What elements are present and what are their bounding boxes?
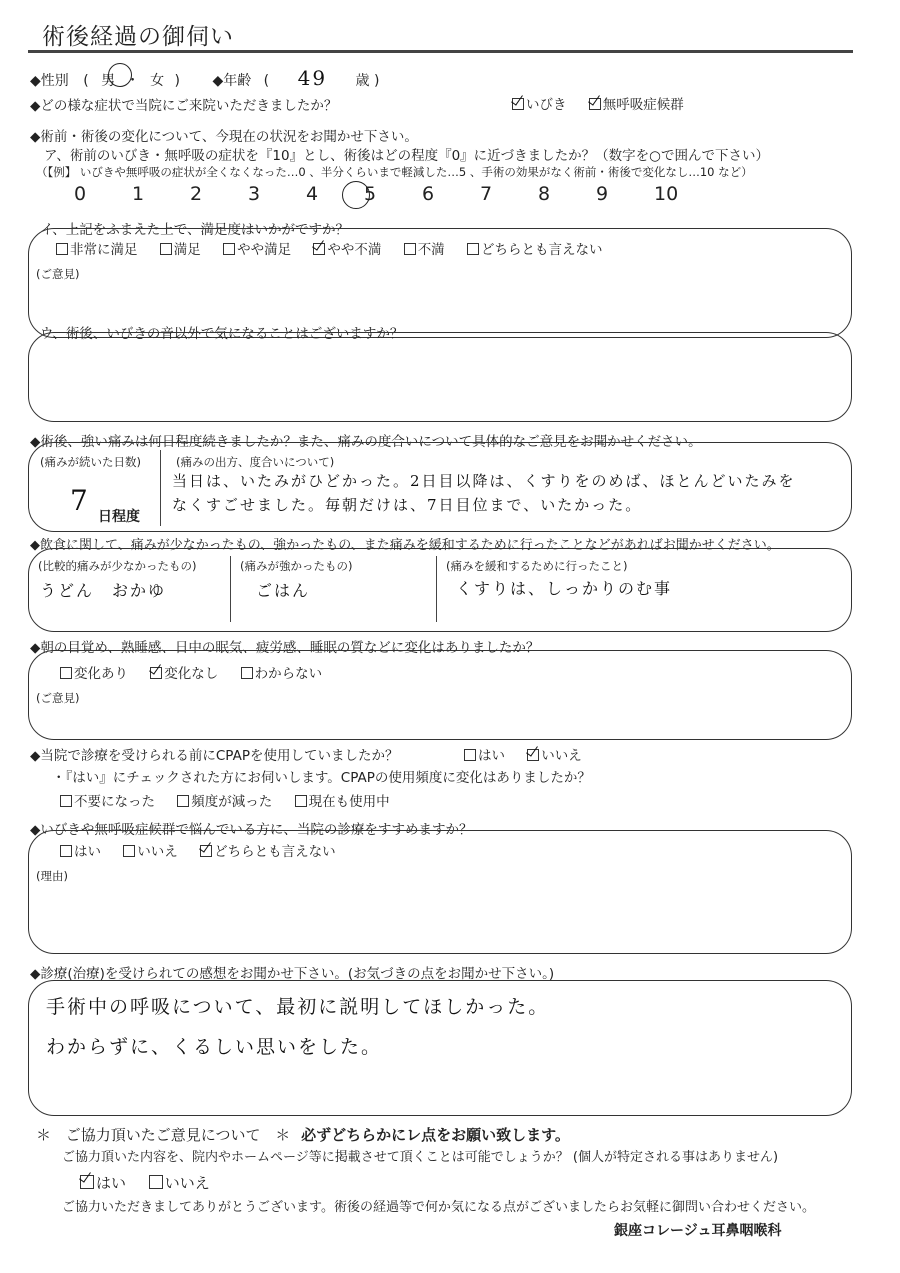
consent-yes-label: はい — [96, 1174, 127, 1192]
cpap-question: ◆当院で診療を受けられる前にCPAPを使用していましたか？ — [30, 748, 399, 764]
impression-line2[interactable]: わからずに、くるしい思いをした。 — [46, 1036, 383, 1058]
somewhat-dissatisfied-label: やや不満 — [327, 242, 382, 258]
sleep-changed-label: 変化あり — [74, 666, 128, 682]
consent-bold: 必ずどちらかにレ点をお願い致します。 — [301, 1126, 570, 1144]
scale-8[interactable]: 8 — [538, 183, 551, 205]
scale-6[interactable]: 6 — [422, 183, 435, 205]
change-example: （【例】 いびきや無呼吸の症状が全くなくなった…0 、半分くらいまで軽減した…5 、手術の効果がなく術前・術後で変化なし…10 など） — [36, 165, 753, 179]
dissatisfied-label: 不満 — [417, 242, 445, 258]
severity-scale — [74, 183, 712, 205]
consent-question: ご協力頂いた内容を、院内やホームページ等に掲載させて頂くことは可能でしょうか？ (個人が特定される事はありません) — [62, 1150, 779, 1165]
thanks-text: ご協力いただきましてありがとうございます。術後の経過等で何か気になる点がございましたらお気軽に御問い合わせください。 — [62, 1200, 815, 1215]
satisfaction-opinion-label: (ご意見) — [36, 267, 80, 281]
concern-question: ウ、術後、いびきの音以外で気になることはございますか？ — [40, 326, 404, 342]
age-unit: 歳 ) — [355, 73, 380, 89]
pain-days-value[interactable]: 7 — [70, 484, 90, 517]
cpap-yes-label: はい — [478, 748, 505, 764]
pain-days-unit: 日程度 — [98, 509, 140, 525]
recommend-no-checkbox[interactable] — [123, 845, 135, 857]
neither-label: どちらとも言えない — [480, 242, 603, 258]
food-strong-label: (痛みが強かったもの) — [240, 559, 353, 573]
snoring-checkbox[interactable] — [512, 98, 524, 110]
sleep-unchanged-label: 変化なし — [164, 666, 219, 682]
sleep-opinion-label: (ご意見) — [36, 691, 80, 705]
apnea-checkbox[interactable] — [589, 98, 601, 110]
consent-title-row — [36, 1124, 570, 1145]
scale-2[interactable]: 2 — [190, 183, 203, 205]
scale-3[interactable]: 3 — [248, 183, 261, 205]
change-heading: ◆術前・術後の変化について、今現在の状況をお聞かせ下さい。 — [30, 129, 418, 145]
food-question: ◆飲食に関して、痛みが少なかったもの、強かったもの、また痛みを緩和するために行ったことなどがあればお聞かせください。 — [30, 538, 780, 553]
title-underline — [28, 50, 853, 53]
cpap-yes-checkbox[interactable] — [464, 749, 476, 761]
page-title: 術後経過の御伺い — [42, 24, 234, 50]
somewhat-dissatisfied-checkbox[interactable] — [313, 243, 325, 255]
sex-female[interactable]: 女 — [150, 73, 165, 89]
pain-divider — [160, 450, 161, 526]
recommend-neither-label: どちらとも言えない — [214, 844, 336, 860]
recommend-options — [60, 840, 354, 860]
pain-degree-label: (痛みの出方、度合いについて) — [176, 455, 335, 469]
concern-box[interactable] — [28, 332, 852, 422]
change-question-a: ア、術前のいびき・無呼吸の症状を『10』とし、術後はどの程度『0』に近づきましたか？（数字を○で囲んで下さい） — [44, 148, 769, 164]
sex-row — [30, 66, 379, 90]
recommend-question: ◆いびきや無呼吸症候群で悩んでいる方に、当院の診療をすすめますか？ — [30, 822, 473, 838]
sex-male[interactable]: 男 — [101, 73, 116, 89]
sex-label: ◆性別 — [30, 73, 69, 89]
cpap-still-using-label: 現在も使用中 — [308, 794, 390, 810]
food-less-label: (比較的痛みが少なかったもの) — [38, 559, 197, 573]
selected-scale-circle — [342, 181, 370, 209]
neither-checkbox[interactable] — [467, 243, 479, 255]
cpap-sub-question: ・『はい』にチェックされた方にお伺いします。CPAPの使用頻度に変化はありましたか？ — [52, 770, 591, 786]
consent-title: ご協力頂いたご意見について — [65, 1126, 261, 1144]
recommend-reason-label: (理由) — [36, 869, 68, 883]
apnea-label: 無呼吸症候群 — [602, 97, 684, 113]
snoring-label: いびき — [526, 97, 567, 113]
scale-10[interactable]: 10 — [654, 183, 679, 205]
pain-question: ◆術後、強い痛みは何日程度続きましたか？また、痛みの度合いについて具体的なご意見をお聞かせください。 — [30, 434, 702, 450]
food-less-value[interactable]: うどん おかゆ — [40, 581, 167, 600]
age-label: ◆年齢 — [212, 73, 252, 89]
cpap-no-label: いいえ — [541, 748, 582, 764]
satisfied-label: 満足 — [173, 242, 201, 258]
sex-dot: ・ — [125, 73, 140, 89]
sleep-unknown-checkbox[interactable] — [241, 667, 253, 679]
food-strong-value[interactable]: ごはん — [256, 581, 311, 600]
recommend-yes-checkbox[interactable] — [60, 845, 72, 857]
male-circle-mark — [108, 63, 132, 87]
cpap-unneeded-label: 不要になった — [74, 794, 155, 810]
symptom-options — [512, 93, 702, 113]
consent-no-checkbox[interactable] — [149, 1175, 163, 1189]
recommend-yes-label: はい — [74, 844, 101, 860]
satisfaction-options — [56, 238, 620, 258]
cpap-options — [464, 744, 600, 764]
food-divider-2 — [436, 556, 437, 622]
sleep-unchanged-checkbox[interactable] — [150, 667, 162, 679]
consent-no-label: いいえ — [164, 1174, 210, 1192]
satisfaction-question: イ、上記をふまえた上で、満足度はいかがですか？ — [40, 222, 350, 238]
somewhat-satisfied-label: やや満足 — [237, 242, 292, 258]
symptom-question: ◆どの様な症状で当院にご来院いただきましたか？ — [30, 98, 338, 114]
sleep-options — [60, 662, 340, 682]
very-satisfied-checkbox[interactable] — [56, 243, 68, 255]
age-value[interactable]: 49 — [297, 66, 328, 90]
food-relief-label: (痛みを緩和するために行ったこと) — [446, 559, 628, 573]
consent-star-1: ＊ — [36, 1126, 52, 1144]
scale-9[interactable]: 9 — [596, 183, 609, 205]
food-relief-value[interactable]: くすりは、しっかりのむ事 — [456, 579, 673, 598]
age-open: ( — [263, 73, 270, 89]
scale-5[interactable]: 5 — [364, 183, 377, 205]
somewhat-satisfied-checkbox[interactable] — [223, 243, 235, 255]
impression-question: ◆診療(治療)を受けられての感想をお聞かせ下さい。(お気づきの点をお聞かせ下さい。) — [30, 966, 555, 982]
sleep-question: ◆朝の目覚め、熟睡感、日中の眠気、疲労感、睡眠の質などに変化はありましたか？ — [30, 640, 540, 656]
cpap-reduced-label: 頻度が減った — [191, 794, 273, 810]
sleep-unknown-label: わからない — [254, 666, 323, 682]
cpap-sub-options — [60, 790, 408, 810]
cpap-no-checkbox[interactable] — [527, 749, 539, 761]
sex-open: ( — [83, 73, 89, 89]
scale-4[interactable]: 4 — [306, 183, 319, 205]
cpap-unneeded-checkbox[interactable] — [60, 795, 72, 807]
consent-star-2: ＊ — [275, 1126, 291, 1144]
clinic-name: 銀座コレージュ耳鼻咽喉科 — [614, 1223, 782, 1239]
recommend-neither-checkbox[interactable] — [200, 845, 212, 857]
cpap-reduced-checkbox[interactable] — [177, 795, 189, 807]
pain-days-label: (痛みが続いた日数) — [40, 455, 141, 469]
cpap-still-using-checkbox[interactable] — [295, 795, 307, 807]
very-satisfied-label: 非常に満足 — [70, 242, 138, 258]
sex-close: ) — [174, 73, 180, 89]
pain-degree-line2[interactable]: なくすごせました。毎朝だけは、7日目位まで、いたかった。 — [172, 496, 643, 514]
impression-line1[interactable]: 手術中の呼吸について、最初に説明してほしかった。 — [46, 996, 550, 1018]
sleep-changed-checkbox[interactable] — [60, 667, 72, 679]
scale-0[interactable]: 0 — [74, 183, 87, 205]
dissatisfied-checkbox[interactable] — [404, 243, 416, 255]
consent-options — [80, 1172, 228, 1193]
food-divider-1 — [230, 556, 231, 622]
scale-1[interactable]: 1 — [132, 183, 145, 205]
satisfied-checkbox[interactable] — [160, 243, 172, 255]
scale-7[interactable]: 7 — [480, 183, 493, 205]
recommend-no-label: いいえ — [137, 844, 178, 860]
pain-degree-line1[interactable]: 当日は、いたみがひどかった。2日目以降は、くすりをのめば、ほとんどいたみを — [172, 472, 796, 490]
consent-yes-checkbox[interactable] — [80, 1175, 94, 1189]
